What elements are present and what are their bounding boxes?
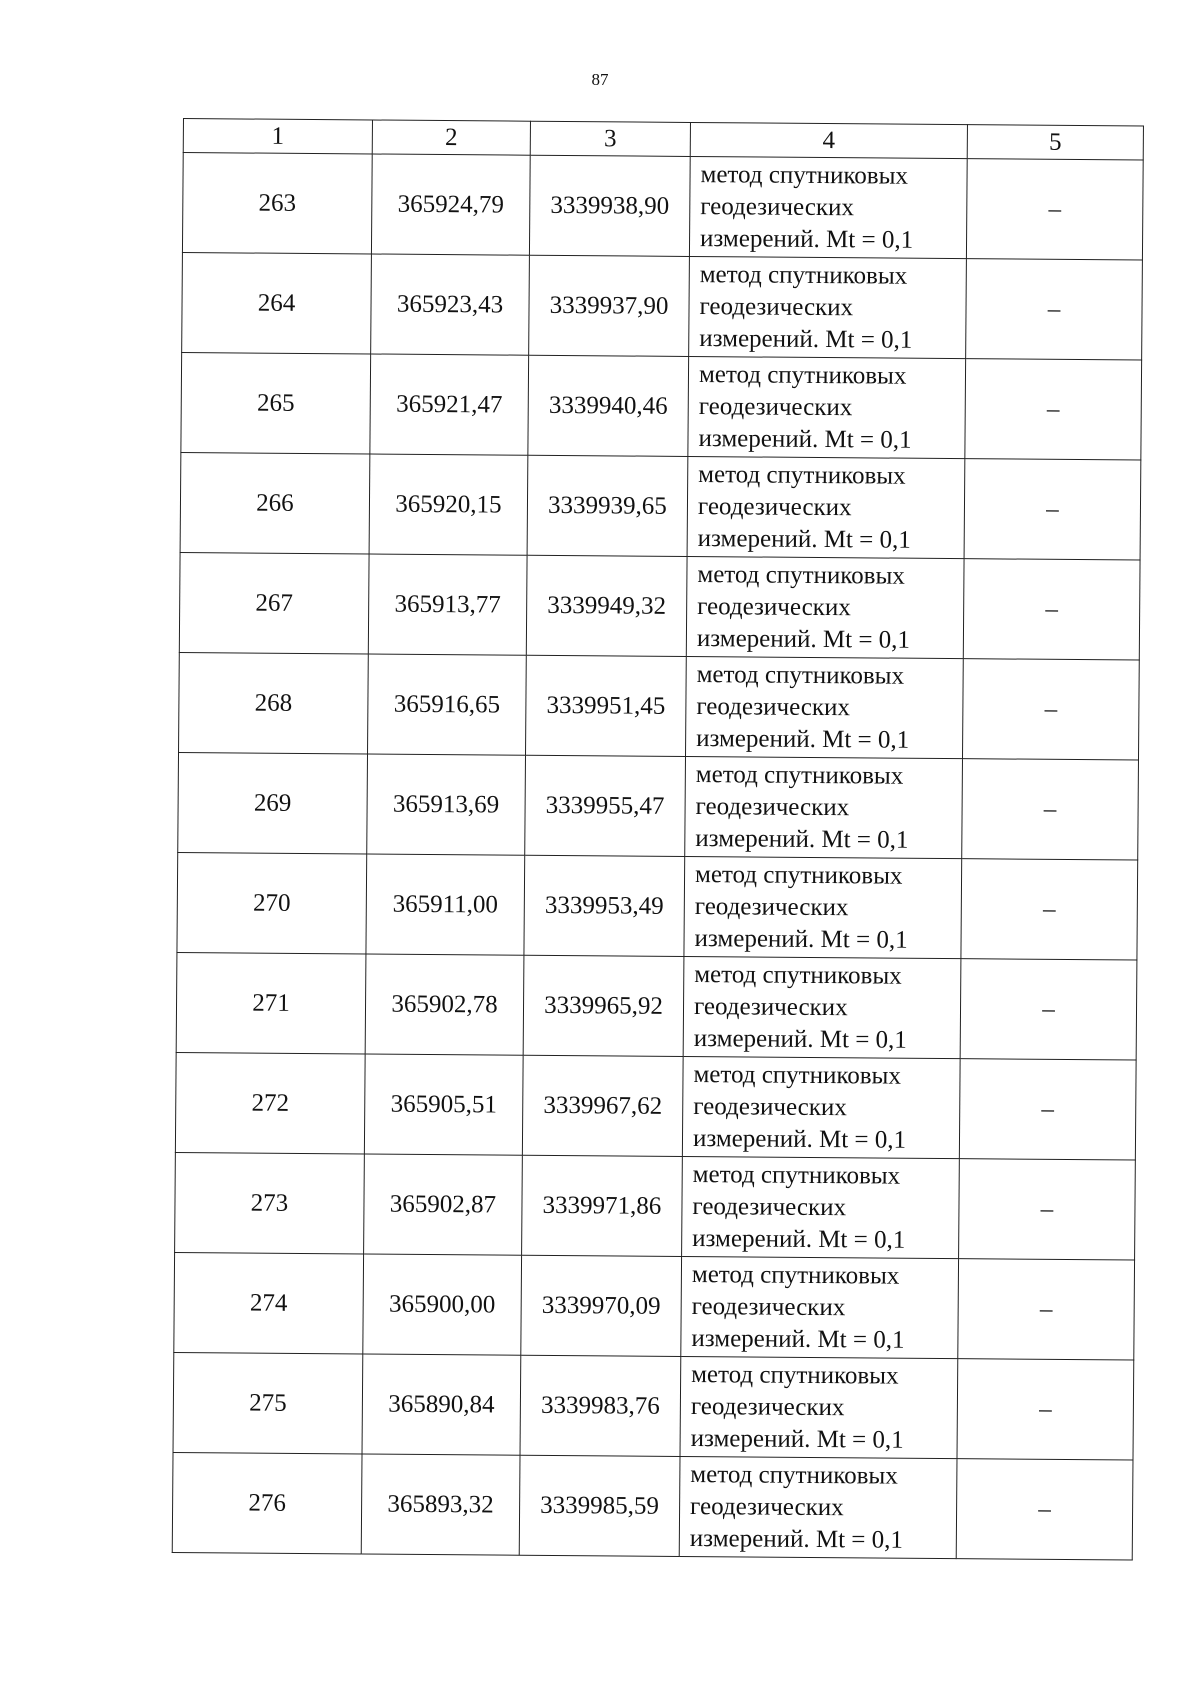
table-row [176,952,1137,1060]
method-line-2: геодезических [692,1192,847,1221]
method-cell [684,856,962,958]
method-line-1: метод спутниковых [693,1060,902,1090]
method-line-1: метод спутниковых [695,760,904,790]
x-coordinate-cell: 365924,79 [371,154,530,255]
method-line-3: измерений. Mt = 0,1 [699,224,914,254]
note-cell: – [959,1159,1136,1260]
note-cell: – [966,259,1143,360]
y-coordinate-cell: 3339939,65 [527,455,688,556]
table-row [173,1352,1134,1460]
table-row [177,852,1138,960]
method-line-3: измерений. Mt = 0,1 [692,1124,907,1154]
x-coordinate-cell: 365902,87 [364,1154,523,1255]
method-line-2: геодезических [691,1292,846,1321]
y-coordinate-cell: 3339949,32 [526,555,687,656]
point-number-cell: 276 [172,1452,362,1553]
y-coordinate-cell: 3339985,59 [519,1455,680,1556]
table-row [174,1252,1135,1360]
x-coordinate-cell: 365900,00 [363,1254,522,1355]
method-line-3: измерений. Mt = 0,1 [696,624,911,654]
x-coordinate-cell: 365913,69 [367,754,526,855]
method-line-3: измерений. Mt = 0,1 [689,1524,904,1554]
point-number-cell: 269 [178,752,368,853]
column-header-5: 5 [967,125,1143,160]
method-cell [685,756,963,858]
note-cell: – [966,159,1143,260]
point-number-cell: 272 [175,1052,365,1153]
method-line-2: геодезических [700,192,855,221]
x-coordinate-cell: 365890,84 [362,1354,521,1455]
method-line-1: метод спутниковых [694,960,902,990]
y-coordinate-cell: 3339951,45 [526,655,687,756]
method-line-1: метод спутниковых [691,1360,899,1390]
method-line-3: измерений. Mt = 0,1 [697,524,911,554]
x-coordinate-cell: 365911,00 [366,854,525,955]
note-cell: – [965,359,1142,460]
method-line-1: метод спутниковых [698,360,907,390]
point-number-cell: 264 [182,252,372,353]
method-line-3: измерений. Mt = 0,1 [694,924,908,954]
table-row [179,652,1140,760]
point-number-cell: 267 [179,552,369,653]
note-cell: – [957,1359,1134,1460]
point-number-cell: 268 [179,652,369,753]
x-coordinate-cell: 365921,47 [370,354,529,455]
x-coordinate-cell: 365893,32 [361,1454,520,1555]
x-coordinate-cell: 365902,78 [365,954,524,1055]
method-line-3: измерений. Mt = 0,1 [699,324,913,354]
method-line-2: геодезических [697,492,852,521]
method-cell [679,1456,957,1558]
table-row [178,752,1139,860]
column-header-1: 1 [183,119,372,154]
column-header-4: 4 [690,122,967,158]
method-line-3: измерений. Mt = 0,1 [695,824,909,854]
method-line-3: измерений. Mt = 0,1 [691,1324,905,1354]
method-line-2: геодезических [690,1492,844,1521]
table-row [180,452,1141,560]
method-line-2: геодезических [693,1092,847,1121]
method-line-2: геодезических [699,292,854,321]
y-coordinate-cell: 3339970,09 [521,1255,682,1356]
y-coordinate-cell: 3339953,49 [524,855,685,956]
method-line-1: метод спутниковых [700,160,909,190]
method-cell [681,1256,959,1358]
method-line-2: геодезических [698,392,853,421]
y-coordinate-cell: 3339955,47 [525,755,686,856]
y-coordinate-cell: 3339971,86 [522,1155,683,1256]
note-cell: – [960,959,1137,1060]
x-coordinate-cell: 365920,15 [369,454,528,555]
point-number-cell: 274 [174,1252,364,1353]
table-row [175,1152,1136,1260]
method-cell [687,456,965,558]
coordinates-table [172,118,1144,1561]
method-cell [689,156,967,258]
method-line-1: метод спутниковых [694,860,903,890]
method-line-2: геодезических [693,992,848,1021]
table-row [179,552,1140,660]
table-row [182,153,1143,261]
method-cell [683,956,961,1058]
method-line-1: метод спутниковых [691,1260,900,1290]
method-line-1: метод спутниковых [696,660,905,690]
column-header-2: 2 [372,120,530,155]
y-coordinate-cell: 3339940,46 [528,355,689,456]
page-number: 87 [591,70,609,89]
y-coordinate-cell: 3339938,90 [529,155,690,256]
method-line-3: измерений. Mt = 0,1 [696,724,910,754]
method-line-2: геодезических [694,892,849,921]
method-cell [682,1156,960,1258]
x-coordinate-cell: 365905,51 [364,1054,523,1155]
point-number-cell: 275 [173,1352,363,1453]
method-line-1: метод спутниковых [699,260,908,290]
x-coordinate-cell: 365913,77 [368,554,527,655]
method-line-1: метод спутниковых [692,1160,901,1190]
note-cell: – [963,559,1140,660]
point-number-cell: 271 [176,952,366,1053]
method-line-2: геодезических [695,792,850,821]
method-cell [682,1056,960,1158]
x-coordinate-cell: 365923,43 [371,254,530,355]
method-line-3: измерений. Mt = 0,1 [690,1424,904,1454]
y-coordinate-cell: 3339965,92 [523,955,684,1056]
point-number-cell: 263 [182,153,372,254]
note-cell: – [964,459,1141,560]
method-line-1: метод спутниковых [698,460,906,490]
method-cell [686,656,964,758]
method-line-1: метод спутниковых [697,560,905,590]
method-line-2: геодезических [696,692,851,721]
method-line-3: измерений. Mt = 0,1 [692,1224,906,1254]
table-row [181,352,1142,460]
y-coordinate-cell: 3339983,76 [520,1355,681,1456]
column-header-3: 3 [530,121,690,156]
method-line-2: геодезических [697,592,851,621]
y-coordinate-cell: 3339967,62 [522,1055,683,1156]
method-cell [688,356,966,458]
point-number-cell: 266 [180,452,370,553]
table-body [172,153,1143,1560]
method-cell [686,556,964,658]
x-coordinate-cell: 365916,65 [368,654,527,755]
method-cell [680,1356,958,1458]
table-row [182,252,1143,360]
method-line-3: измерений. Mt = 0,1 [693,1024,907,1054]
note-cell: – [962,759,1139,860]
note-cell: – [959,1059,1136,1160]
method-cell [689,256,967,358]
note-cell: – [956,1459,1133,1560]
point-number-cell: 270 [177,852,367,953]
note-cell: – [962,659,1139,760]
method-line-1: метод спутниковых [690,1460,898,1490]
table-row [175,1052,1136,1160]
method-line-3: измерений. Mt = 0,1 [698,424,912,454]
note-cell: – [961,859,1138,960]
note-cell: – [958,1259,1135,1360]
y-coordinate-cell: 3339937,90 [529,255,690,356]
table-row [172,1452,1133,1560]
method-line-2: геодезических [690,1392,845,1421]
point-number-cell: 273 [175,1152,365,1253]
point-number-cell: 265 [181,352,371,453]
